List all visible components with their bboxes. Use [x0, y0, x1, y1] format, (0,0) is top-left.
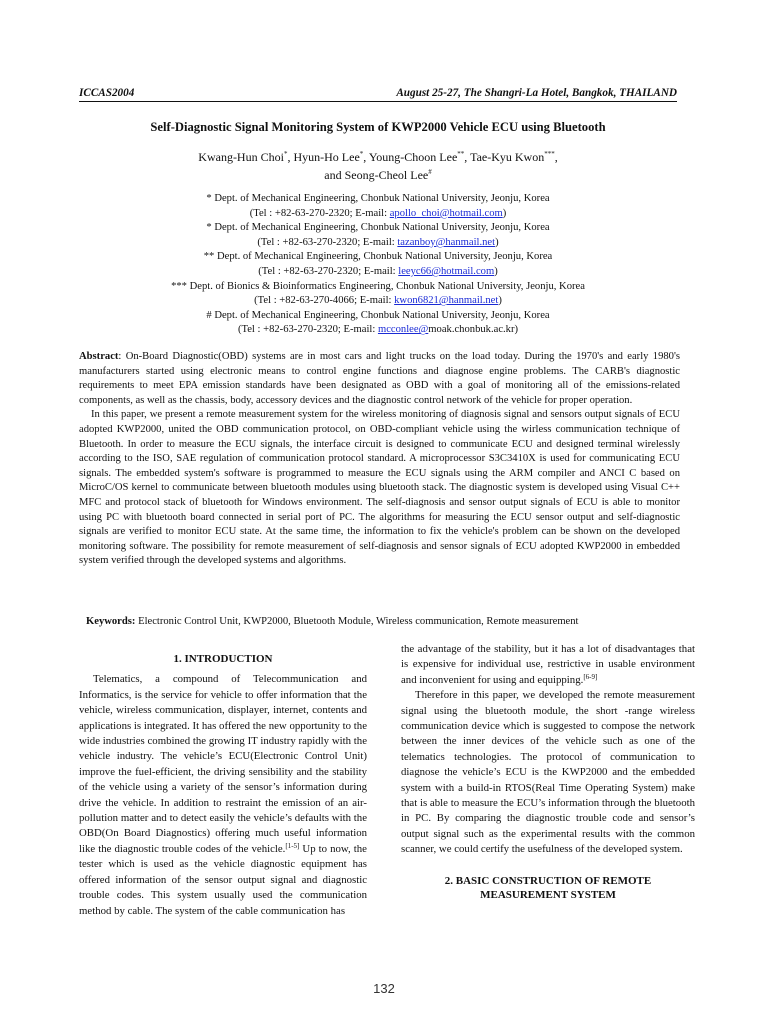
affiliation-contact	[79, 207, 677, 222]
header-rule	[79, 101, 677, 102]
abstract-paragraph	[79, 350, 680, 408]
affiliation-tel: (Tel : +82-63-270-2320; E-mail:	[249, 207, 390, 219]
author-name: Kwang-Hun Choi	[198, 150, 284, 164]
affiliation-dept: * Dept. of Mechanical Engineering, Chonbuk National University, Jeonju, Korea	[206, 193, 550, 204]
affiliation-contact	[79, 236, 677, 251]
affiliation-contact	[79, 294, 677, 309]
author-line-1: Kwang-Hun Choi*, Hyun-Ho Lee*, Young-Choon Lee**, Tae-Kyu Kwon***,	[198, 150, 558, 164]
left-column	[79, 652, 367, 919]
section-heading: 1. INTRODUCTION	[173, 653, 273, 665]
body-text: Up to now, the tester which is used as the vehicle diagnostic equipment has offered information of the sensor output signal and diagnostic trouble codes. This system usually used the communication method by cable. The system of the cable communication has	[79, 842, 367, 917]
author-name: Tae-Kyu Kwon	[470, 150, 545, 164]
author-name: Young-Choon Lee	[368, 150, 458, 164]
keywords-label: Keywords:	[86, 616, 136, 627]
affiliation-contact	[79, 265, 677, 280]
author-mark: ***	[544, 150, 555, 158]
affiliation-tel: (Tel : +82-63-270-2320; E-mail:	[258, 265, 399, 277]
keywords-text: Electronic Control Unit, KWP2000, Bluetooth Module, Wireless communication, Remote measurement	[138, 616, 579, 627]
abstract	[79, 350, 680, 569]
affiliation-tail: )	[498, 295, 502, 307]
affiliation-dept: # Dept. of Mechanical Engineering, Chonbuk National University, Jeonju, Korea	[206, 309, 550, 321]
affiliation-tel: (Tel : +82-63-270-2320; E-mail:	[237, 324, 378, 336]
page-number: 132	[373, 981, 395, 996]
keywords	[86, 616, 676, 627]
body-text: Telematics, a compound of Telecommunication and Informatics, is the service for vehicle to offer information that the vehicle, wireless communication, displayer, internet, contents and applications is integrated. It has offered the new opportunity to the wide industries combined the growing IT industry rapidly with the vehicle industry. The vehicle’s ECU(Electronic Control Unit) improve the fuel-efficient, the driving sensibility and the stability of the vehicle using a variety of the sensor’s information during drive the vehicle. In addition to restraint the emission of an air-pollution matter and to detect easily the vehicle’s defaults with the OBD(On Board Diagnostics) offering much useful information like the diagnostic trouble codes of the vehicle.	[79, 673, 367, 855]
body-text: the advantage of the stability, but it has a lot of disadvantages that is expensive for individual use, restrictive in usable environment and inconvenient for using and equipping.	[401, 643, 695, 686]
affiliation-tel: (Tel : +82-63-270-2320; E-mail:	[257, 236, 398, 248]
body-paragraph: Therefore in this paper, we developed the remote measurement signal using the bluetooth module, the short -range wireless communication device which is suggested to compose the network between the inner devices of the vehicle such as one of the telematics technologies. The protocol of communication to diagnose the vehicle’s ECU is the KWP2000 and the embedded system with a build-in RTOS(Real Time Operating System) make that is able to measure the ECU’s information through the bluetooth in PC. By comparing the diagnostic trouble code and sensor’s output signal such as the experimental results with the common scanner, we could certify the usefulness of the developed system.	[401, 689, 695, 856]
author-name: and Seong-Cheol Lee	[324, 168, 429, 182]
affiliation-contact	[79, 323, 677, 338]
author-list	[79, 148, 677, 184]
author-mark: *	[283, 150, 288, 158]
section-heading-line: 2. BASIC CONSTRUCTION OF REMOTE	[444, 874, 652, 887]
citation: [6-9]	[583, 672, 598, 681]
affiliation-tel: (Tel : +82-63-270-4066; E-mail:	[254, 295, 395, 307]
section-heading	[401, 874, 695, 902]
author-mark: #	[428, 168, 432, 176]
email-link[interactable]: leeyc66@hotmail.com	[398, 265, 495, 277]
affiliation-tail: moak.chonbuk.ac.kr)	[428, 324, 519, 336]
conference-venue: August 25-27, The Shangri-La Hotel, Bangkok, THAILAND	[396, 87, 677, 99]
paper-title: Self-Diagnostic Signal Monitoring System of KWP2000 Vehicle ECU using Bluetooth	[150, 120, 606, 134]
author-mark: **	[457, 150, 465, 158]
email-link[interactable]: apollo_choi@hotmail.com	[389, 207, 503, 219]
abstract-paragraph: In this paper, we present a remote measurement system for the wireless monitoring of diagnosis signal and sensors output signals of ECU adopted KWP2000, united the OBD communication protocol, on OBD-compliant vehicle using the wirless communication technique of Bluetooth. In order to measure the ECU signals, the interface circuit is designed to communicate ECU and designed terminal wirelessly according to the ISO, SAE regulation of communication protocol standard. A microprocessor S3C3410X is used for communicating ECU signals. The embedded system's software is programmed to measure the ECU signals using the ARM compiler and ANCI C based on MicroC/OS kernel to communicate between bluetooth modules using bluetooth stack. The diagnostic system is developed using Visual C++ MFC and protocol stack of bluetooth for Windows environment. The self-diagnosis and sensor output signals of ECU is able to monitor using PC with bluetooth board connected in serial port of PC. The algorithms for measuring the ECU sensor output and self-diagnostic signals are verified to monitor ECU state. At the same time, the information to fix the vehicle's problem can be shown on the developed monitoring software. The possibility for remote measurement of self-diagnosis and sensor signals of ECU adopted KWP2000 in embedded system verified through the developed systems and algorithms.	[79, 409, 680, 567]
author-line-2	[79, 166, 677, 184]
body-paragraph	[79, 672, 367, 919]
email-link[interactable]: kwon6821@hanmail.net	[394, 295, 499, 307]
affiliation-tail: )	[495, 236, 499, 248]
affiliation-tail: )	[502, 207, 507, 219]
affiliation-list	[79, 192, 677, 338]
conference-name: ICCAS2004	[79, 87, 135, 99]
abstract-text: : On-Board Diagnostic(OBD) systems are in most cars and light trucks on the load today. During the 1970's and early 1980's manufacturers started using electronic means to control engine functions and diagnose engine problems. The CARB's diagnostic requirements to meet EPA emission standards have been designated as OBD with a goal of monitoring all of the emissions-related components, as well as the chassis, body, accessory devices and the diagnostic control network of the vehicle for proper operation.	[79, 351, 680, 406]
right-column	[401, 642, 695, 902]
section-heading-line: MEASUREMENT SYSTEM	[480, 888, 616, 901]
author-name: Hyun-Ho Lee	[293, 150, 360, 164]
affiliation-dept: *** Dept. of Bionics & Bioinformatics Engineering, Chonbuk National University, Jeonju, Korea	[171, 280, 585, 292]
abstract-label: Abstract	[79, 351, 119, 362]
affiliation-tail: )	[494, 265, 498, 277]
affiliation-dept: * Dept. of Mechanical Engineering, Chonbuk National University, Jeonju, Korea	[206, 222, 550, 234]
citation: [1-5]	[285, 841, 300, 850]
author-mark: *	[359, 150, 364, 158]
affiliation-dept: ** Dept. of Mechanical Engineering, Chonbuk National University, Jeonju, Korea	[203, 251, 553, 263]
email-link[interactable]: tazanboy@hanmail.net	[397, 236, 496, 248]
email-link[interactable]: mcconlee@	[377, 324, 429, 336]
body-paragraph	[401, 642, 695, 688]
